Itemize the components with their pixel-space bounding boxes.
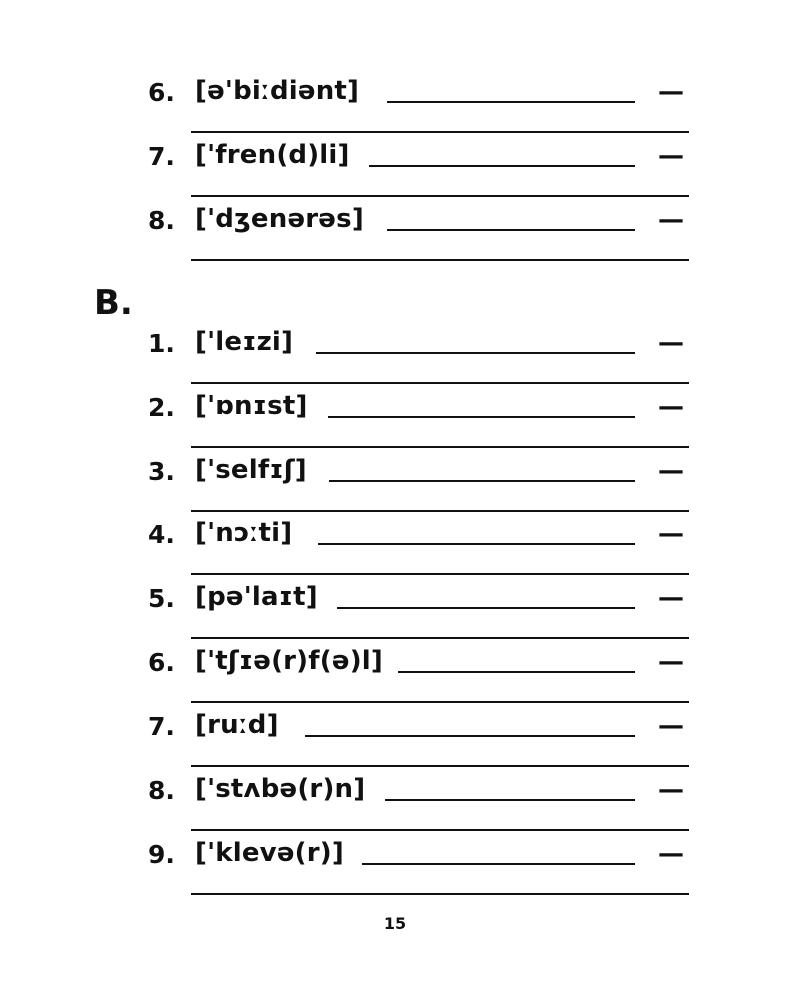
dash-separator: — bbox=[658, 392, 684, 422]
translation-blank[interactable] bbox=[191, 195, 689, 197]
phonetic-transcription: [pə'laɪt] bbox=[195, 582, 318, 612]
phonetic-transcription: ['stʌbə(r)n] bbox=[195, 774, 366, 804]
translation-blank[interactable] bbox=[191, 382, 689, 384]
section-a-item-6 bbox=[148, 78, 693, 132]
exercise-row bbox=[148, 206, 693, 236]
section-b-item-8 bbox=[148, 776, 693, 830]
phonetic-transcription: ['selfɪʃ] bbox=[195, 455, 307, 485]
answer-blank[interactable] bbox=[385, 799, 635, 801]
exercise-row bbox=[148, 648, 693, 678]
dash-separator: — bbox=[658, 775, 684, 805]
section-b-item-9 bbox=[148, 840, 693, 894]
exercise-row bbox=[148, 776, 693, 806]
translation-blank[interactable] bbox=[191, 259, 689, 261]
item-number: 1. bbox=[148, 329, 175, 358]
page-number: 15 bbox=[383, 914, 407, 933]
section-a-item-7 bbox=[148, 142, 693, 196]
phonetic-transcription: ['fren(d)li] bbox=[195, 140, 350, 170]
phonetic-transcription: ['leɪzi] bbox=[195, 327, 294, 357]
dash-separator: — bbox=[658, 583, 684, 613]
answer-blank[interactable] bbox=[328, 416, 635, 418]
exercise-row bbox=[148, 457, 693, 487]
section-b-item-2 bbox=[148, 393, 693, 447]
section-b-item-5 bbox=[148, 584, 693, 638]
section-a-item-8 bbox=[148, 206, 693, 260]
item-number: 8. bbox=[148, 776, 175, 805]
exercise-row bbox=[148, 329, 693, 359]
item-number: 9. bbox=[148, 840, 175, 869]
exercise-row bbox=[148, 840, 693, 870]
dash-separator: — bbox=[658, 839, 684, 869]
translation-blank[interactable] bbox=[191, 765, 689, 767]
section-b-heading: B. bbox=[94, 283, 133, 323]
item-number: 3. bbox=[148, 457, 175, 486]
section-b-item-4 bbox=[148, 520, 693, 574]
dash-separator: — bbox=[658, 711, 684, 741]
answer-blank[interactable] bbox=[398, 671, 635, 673]
translation-blank[interactable] bbox=[191, 701, 689, 703]
phonetic-transcription: ['dʒenərəs] bbox=[195, 204, 364, 234]
phonetic-transcription: [ə'biːdiənt] bbox=[195, 76, 360, 106]
item-number: 7. bbox=[148, 142, 175, 171]
exercise-row bbox=[148, 142, 693, 172]
exercise-row bbox=[148, 712, 693, 742]
answer-blank[interactable] bbox=[305, 735, 635, 737]
item-number: 5. bbox=[148, 584, 175, 613]
section-b-item-7 bbox=[148, 712, 693, 766]
exercise-row bbox=[148, 584, 693, 614]
answer-blank[interactable] bbox=[387, 101, 635, 103]
answer-blank[interactable] bbox=[387, 229, 635, 231]
translation-blank[interactable] bbox=[191, 131, 689, 133]
answer-blank[interactable] bbox=[316, 352, 635, 354]
exercise-row bbox=[148, 520, 693, 550]
translation-blank[interactable] bbox=[191, 573, 689, 575]
dash-separator: — bbox=[658, 205, 684, 235]
translation-blank[interactable] bbox=[191, 510, 689, 512]
exercise-row bbox=[148, 393, 693, 423]
translation-blank[interactable] bbox=[191, 893, 689, 895]
answer-blank[interactable] bbox=[362, 863, 635, 865]
answer-blank[interactable] bbox=[369, 165, 635, 167]
item-number: 2. bbox=[148, 393, 175, 422]
item-number: 6. bbox=[148, 78, 175, 107]
phonetic-transcription: ['ɒnɪst] bbox=[195, 391, 308, 421]
phonetic-transcription: [ruːd] bbox=[195, 710, 279, 740]
phonetic-transcription: ['klevə(r)] bbox=[195, 838, 344, 868]
section-b-item-3 bbox=[148, 457, 693, 511]
item-number: 8. bbox=[148, 206, 175, 235]
answer-blank[interactable] bbox=[337, 607, 635, 609]
exercise-row bbox=[148, 78, 693, 108]
dash-separator: — bbox=[658, 141, 684, 171]
dash-separator: — bbox=[658, 77, 684, 107]
item-number: 4. bbox=[148, 520, 175, 549]
answer-blank[interactable] bbox=[318, 543, 635, 545]
translation-blank[interactable] bbox=[191, 829, 689, 831]
dash-separator: — bbox=[658, 456, 684, 486]
dash-separator: — bbox=[658, 519, 684, 549]
phonetic-transcription: ['tʃɪə(r)f(ə)l] bbox=[195, 646, 383, 676]
phonetic-transcription: ['nɔːti] bbox=[195, 518, 293, 548]
section-b-item-6 bbox=[148, 648, 693, 702]
answer-blank[interactable] bbox=[329, 480, 635, 482]
translation-blank[interactable] bbox=[191, 637, 689, 639]
section-b-item-1 bbox=[148, 329, 693, 383]
translation-blank[interactable] bbox=[191, 446, 689, 448]
item-number: 7. bbox=[148, 712, 175, 741]
dash-separator: — bbox=[658, 647, 684, 677]
item-number: 6. bbox=[148, 648, 175, 677]
dash-separator: — bbox=[658, 328, 684, 358]
